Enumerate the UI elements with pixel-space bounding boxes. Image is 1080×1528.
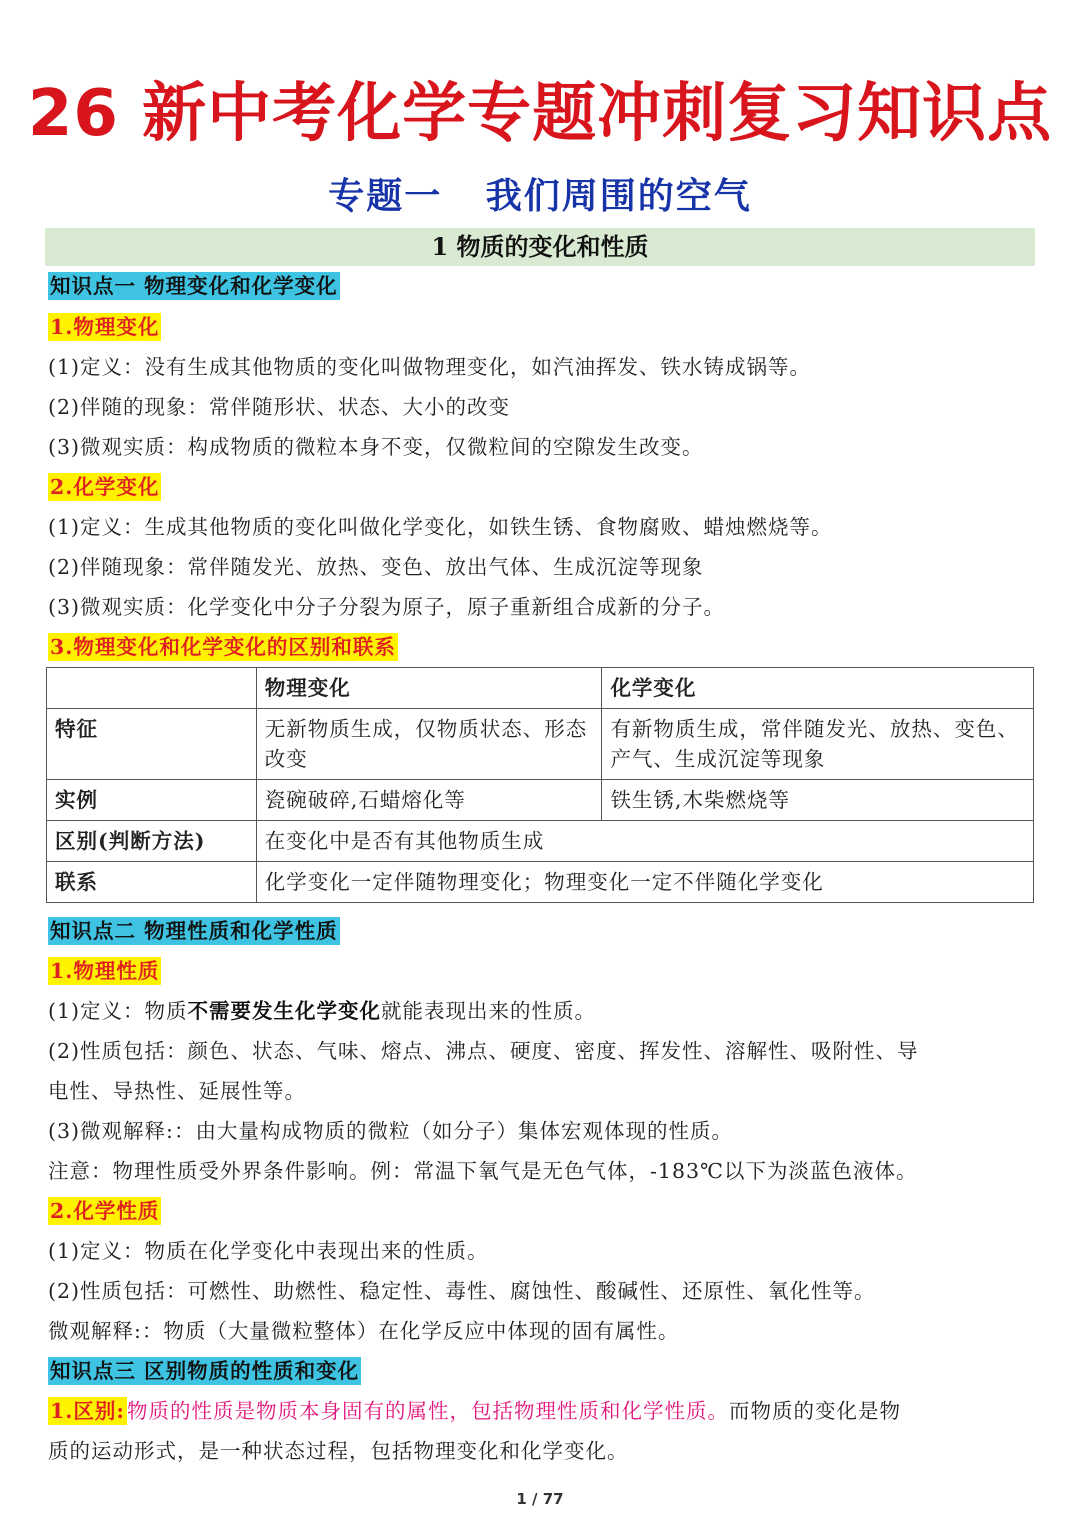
kp1-s1-row: [48, 312, 161, 342]
topic-subtitle: 专题一 我们周围的空气: [328, 175, 752, 217]
feature-physical: 无新物质生成，仅物质状态、形态改变: [256, 709, 602, 780]
physical-change-essence: (3)微观实质：构成物质的微粒本身不变，仅微粒间的空隙发生改变。: [48, 435, 704, 459]
section-heading: 1 物质的变化和性质: [45, 228, 1035, 266]
chemical-property-heading: 2.化学性质: [50, 1199, 160, 1223]
row-label-link: 联系: [47, 862, 257, 903]
definition-emphasis: 不需要发生化学变化: [187, 999, 382, 1023]
kp1-s2-row: [48, 472, 161, 502]
chemical-change-phenomena: (2)伴随现象：常伴随发光、放热、变色、放出气体、生成沉淀等现象: [48, 555, 704, 579]
distinction-heading: 1.区别:: [50, 1399, 125, 1423]
table-row: [47, 780, 1034, 821]
chemical-change-definition: (1)定义：生成其他物质的变化叫做化学变化，如铁生锈、食物腐败、蜡烛燃烧等。: [48, 515, 833, 539]
kp3-heading: 知识点三 区别物质的性质和变化: [50, 1359, 360, 1383]
physical-change-heading: 1.物理变化: [50, 315, 160, 339]
physical-property-list-line2: 电性、导热性、延展性等。: [48, 1079, 306, 1103]
example-physical: 瓷碗破碎,石蜡熔化等: [256, 780, 602, 821]
physical-property-list-line1: (2)性质包括：颜色、状态、气味、熔点、沸点、硬度、密度、挥发性、溶解性、吸附性、导: [48, 1039, 919, 1063]
table-row: [47, 709, 1034, 780]
link-value: 化学变化一定伴随物理变化；物理变化一定不伴随化学变化: [256, 862, 1033, 903]
chemical-property-list: (2)性质包括：可燃性、助燃性、稳定性、毒性、腐蚀性、酸碱性、还原性、氧化性等。: [48, 1279, 876, 1303]
kp2-heading: 知识点二 物理性质和化学性质: [50, 919, 338, 943]
kp2-s1-row: [48, 956, 161, 986]
physical-property-heading: 1.物理性质: [50, 959, 160, 983]
kp1-s3-row: [48, 632, 398, 662]
physical-property-note: 注意：物理性质受外界条件影响。例：常温下氧气是无色气体，-183℃以下为淡蓝色液体。: [48, 1159, 918, 1183]
chemical-change-heading: 2.化学变化: [50, 475, 160, 499]
kp3-distinction-line2: 质的运动形式，是一种状态过程，包括物理变化和化学变化。: [48, 1439, 629, 1463]
row-label-example: 实例: [47, 780, 257, 821]
page-number: 1 / 77: [516, 1490, 564, 1508]
difference-value: 在变化中是否有其他物质生成: [256, 821, 1033, 862]
table-corner-cell: [47, 668, 257, 709]
kp1-heading: 知识点一 物理变化和化学变化: [50, 274, 338, 298]
chemical-change-essence: (3)微观实质：化学变化中分子分裂为原子，原子重新组合成新的分子。: [48, 595, 726, 619]
chemical-property-micro: 微观解释:：物质（大量微粒整体）在化学反应中体现的固有属性。: [48, 1319, 680, 1343]
row-label-feature: 特征: [47, 709, 257, 780]
definition-suffix: 就能表现出来的性质。: [381, 999, 597, 1023]
kp3-distinction-line1: [48, 1396, 901, 1426]
physical-change-definition: (1)定义：没有生成其他物质的变化叫做物理变化，如汽油挥发、铁水铸成锅等。: [48, 355, 812, 379]
table-header-chemical: 化学变化: [602, 668, 1034, 709]
physical-property-micro: (3)微观解释:：由大量构成物质的微粒（如分子）集体宏观体现的性质。: [48, 1119, 733, 1143]
row-label-difference: 区别(判断方法): [47, 821, 257, 862]
table-header-row: [47, 668, 1034, 709]
distinction-rest: 而物质的变化是物: [728, 1399, 901, 1423]
kp2-s2-row: [48, 1196, 161, 1226]
physical-change-phenomena: (2)伴随的现象：常伴随形状、状态、大小的改变: [48, 395, 511, 419]
kp3-heading-row: [48, 1356, 361, 1386]
chemical-property-definition: (1)定义：物质在化学变化中表现出来的性质。: [48, 1239, 489, 1263]
example-chemical: 铁生锈,木柴燃烧等: [602, 780, 1034, 821]
table-header-physical: 物理变化: [256, 668, 602, 709]
feature-chemical: 有新物质生成，常伴随发光、放热、变色、产气、生成沉淀等现象: [602, 709, 1034, 780]
page-title: 26 新中考化学专题冲刺复习知识点: [27, 77, 1053, 151]
definition-prefix: (1)定义：物质: [48, 999, 188, 1023]
table-row: [47, 821, 1034, 862]
distinction-highlight: 物质的性质是物质本身固有的属性，包括物理性质和化学性质。: [126, 1399, 729, 1423]
kp1-heading-row: [48, 271, 340, 301]
kp2-heading-row: [48, 916, 340, 946]
difference-relation-heading: 3.物理变化和化学变化的区别和联系: [50, 635, 396, 659]
physical-property-definition: [48, 996, 596, 1026]
comparison-table: [46, 667, 1034, 903]
table-row: [47, 862, 1034, 903]
